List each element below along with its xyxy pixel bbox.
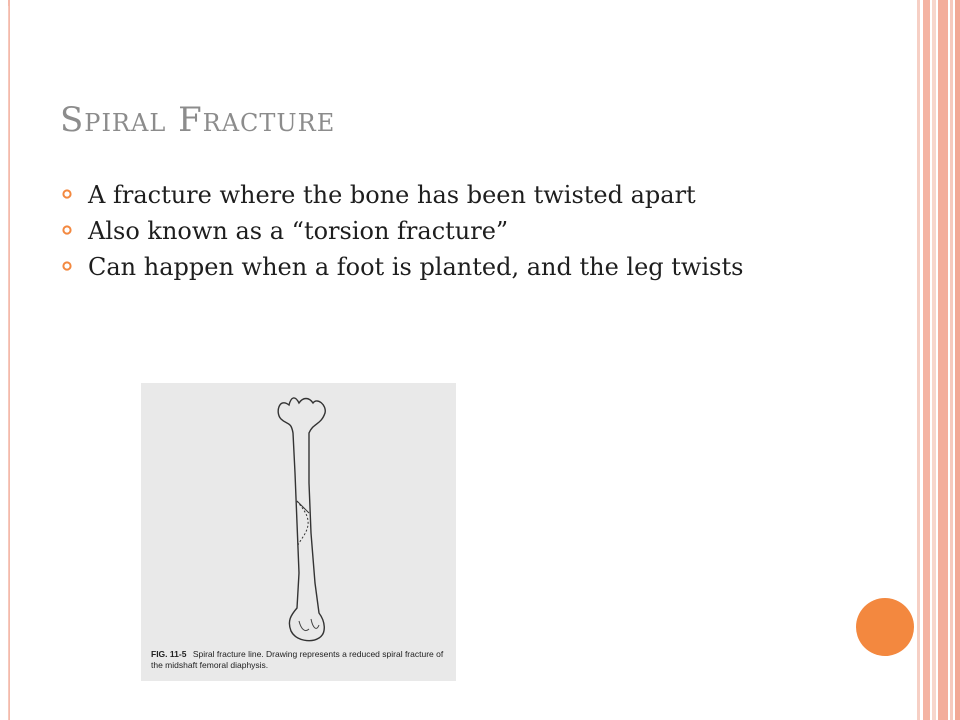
- bullet-text: Also known as a “torsion fracture”: [88, 217, 509, 245]
- femur-figure: [141, 383, 456, 681]
- right-stripe: [932, 0, 936, 720]
- right-stripe: [917, 0, 920, 720]
- bullet-ring-icon: [62, 189, 72, 199]
- bullet-list: [62, 180, 842, 288]
- left-border-line-inner: [8, 6, 13, 720]
- figure-caption: [151, 649, 451, 671]
- femur-drawing: [141, 383, 456, 643]
- bullet-text: A fracture where the bone has been twisted apart: [88, 181, 696, 209]
- right-stripe: [955, 0, 960, 720]
- figure-caption-text: Spiral fracture line. Drawing represents a reduced spiral fracture of the midshaft femoral diaphysis.: [151, 649, 444, 670]
- bullet-item: [62, 216, 842, 246]
- right-stripe: [950, 0, 953, 720]
- bullet-ring-icon: [62, 225, 72, 235]
- right-stripe: [923, 0, 930, 720]
- bullet-item: [62, 252, 842, 282]
- bullet-ring-icon: [62, 261, 72, 271]
- slide-title: Spiral Fracture: [60, 100, 336, 140]
- bullet-item: [62, 180, 842, 210]
- bullet-text: Can happen when a foot is planted, and the leg twists: [88, 253, 744, 281]
- figure-number: FIG. 11-5: [151, 649, 187, 659]
- decorative-orange-circle: [856, 598, 914, 656]
- right-stripe: [938, 0, 948, 720]
